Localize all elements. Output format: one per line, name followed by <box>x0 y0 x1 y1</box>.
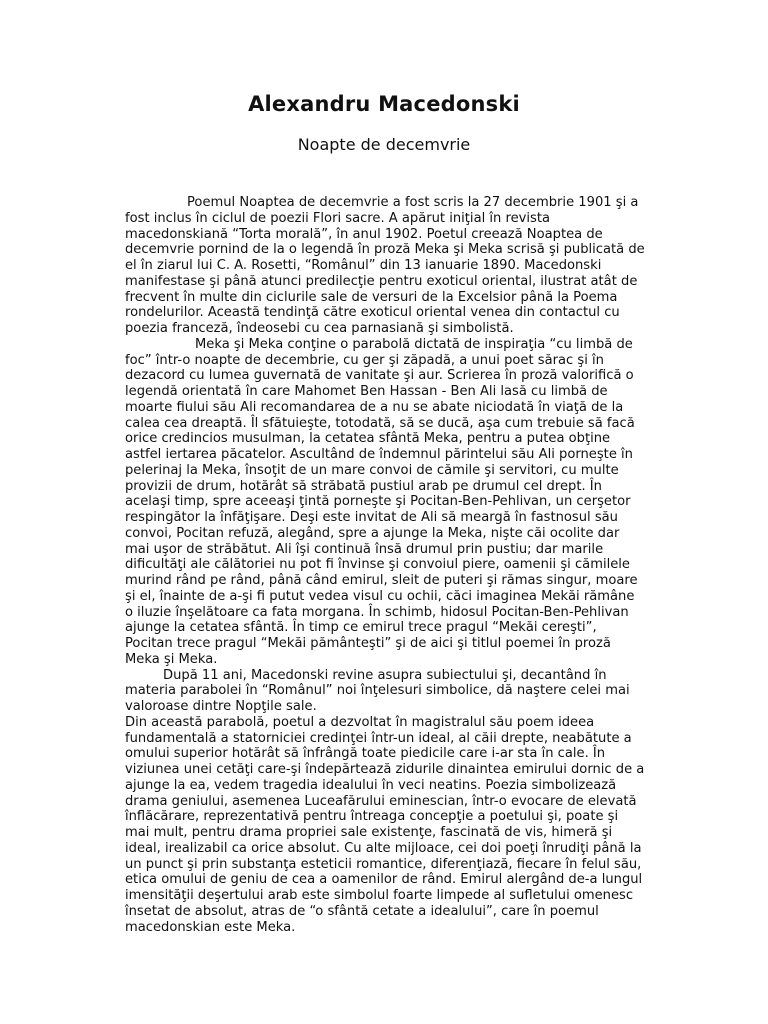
document-subtitle: Noapte de decemvrie <box>297 135 471 154</box>
paragraph: Poemul Noaptea de decemvrie a fost scris la 27 decembrie 1901 şi a fost inclus în ciclul de poezii Flori sacre. A apărut iniţial în revista macedonskiană “Torta morală”, în anul 1902. Poetul creează Noaptea de decemvrie pornind de la o legendă în proză Meka şi Meka scrisă şi publicată de el în ziarul lui C. A. Rosetti, “Românul” din 13 ianuarie 1890. Macedonski manifestase şi până atunci predilecţie pentru exoticul oriental, ilustrat atât de frecvent în multe din ciclurile sale de versuri de la Excelsior până la Poema rondelurilor. Această tendinţă către exoticul oriental venea din contactul cu poezia franceză, îndeosebi cu cea parnasiană şi simbolistă. <box>125 195 645 336</box>
paragraph: Meka şi Meka conţine o parabolă dictată de inspiraţia “cu limbă de foc” într-o noapte de decembrie, cu ger şi zăpadă, a unui poet sărac şi în dezacord cu lumea guvernată de vanitate şi aur. Scrierea în proză valorifică o legendă orientată în care Mahomet Ben Hassan - Ben Ali lasă cu limbă de moarte fiului său Ali recomandarea de a nu se abate niciodată în viaţă de la calea cea dreaptă. Îl sfătuieşte, totodată, să se ducă, aşa cum trebuie să facă orice credincios musulman, la cetatea sfântă Meka, pentru a putea obţine astfel iertarea păcatelor. Ascultând de îndemnul părintelui său Ali porneşte în pelerinaj la Meka, însoţit de un mare convoi de cămile şi servitori, cu multe provizii de drum, hotărât să străbată pustiul arab pe drumul cel drept. În acelaşi timp, spre aceeaşi ţintă porneşte şi Pocitan-Ben-Pehlivan, un cerşetor respingător la înfăţişare. Deşi este invitat de Ali să meargă în fastnosul său convoi, Pocitan refuză, alegând, spre a ajunge la Meka, nişte căi ocolite dar mai uşor de străbătut. Ali îşi continuă însă drumul prin pustiu; dar marile dificultăţi ale călătoriei nu pot fi învinse şi convoiul piere, oamenii şi cămilele murind rând pe rând, până când emirul, sleit de puteri şi rămas singur, moare şi el, înainte de a-şi fi putut vedea visul cu ochii, căci imaginea Mekăi rămâne o iluzie înşelătoare ca fata morgana. În schimb, hidosul Pocitan-Ben-Pehlivan ajunge la cetatea sfântă. În timp ce emirul trece pragul “Mekăi cereşti”, Pocitan trece pragul “Mekăi pământeşti” şi de aici şi titlul poemei în proză Meka şi Meka. <box>125 336 638 667</box>
document-body <box>125 195 645 935</box>
paragraph: Din această parabolă, poetul a dezvoltat în magistralul său poem ideea fundamentală a statorniciei credinţei într-un ideal, al căii drepte, neabătute a omului superior hotărât să înfrângă toate piedicile care i-ar sta în cale. În viziunea unei cetăţi care-şi îndepărtează zidurile dinaintea emirului dornic de a ajunge la ea, vedem tragedia idealului în veci neatins. Poezia simbolizează drama geniului, asemenea Luceafărului eminescian, într-o evocare de elevată înflăcărare, reprezentativă pentru întreaga concepţie a poetului şi, poate şi mai mult, pentru drama propriei sale existenţe, fascinată de vis, himeră şi ideal, irealizabil ca orice absolut. Cu alte mijloace, cei doi poeţi înrudiţi până la un punct şi prin substanţa esteticii romantice, diferenţiază, fiecare în felul său, etica omului de geniu de cea a oamenilor de rând. Emirul alergând de-a lungul imensităţii deşertului arab este simbolul foarte limpede al sufletului omenesc însetat de absolut, atras de “o sfântă cetate a idealului”, care în poemul macedonskian este Meka. <box>125 714 645 935</box>
paragraph: După 11 ani, Macedonski revine asupra subiectului şi, decantând în materia parabolei în “Românul” noi înţelesuri simbolice, dă naştere celei mai valoroase dintre Nopţile sale. <box>125 667 630 714</box>
document-title: Alexandru Macedonski <box>248 92 520 116</box>
